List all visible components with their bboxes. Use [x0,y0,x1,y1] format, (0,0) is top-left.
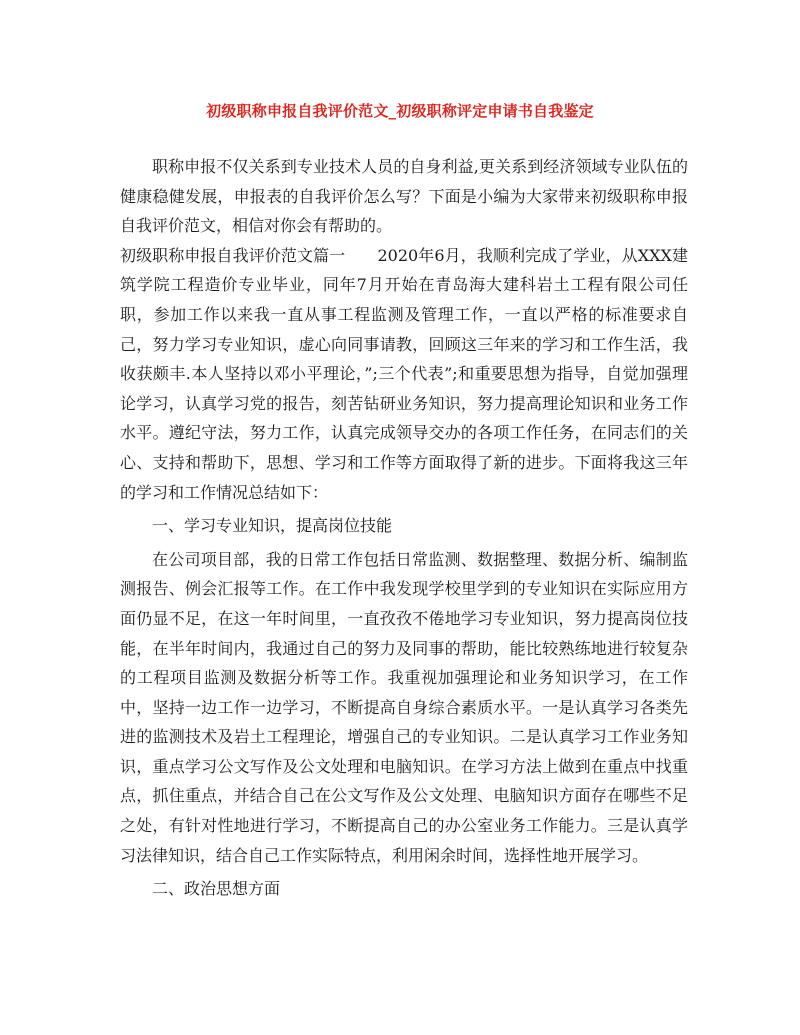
document-body [120,152,688,908]
section-1-heading: 一、学习专业知识，提高岗位技能 [152,516,393,536]
intro-paragraph: 职称申报不仅关系到专业技术人员的自身利益,更关系到经济领域专业队伍的健康稳健发展，申报表的自我评价怎么写？下面是小编为大家带来初级职称申报自我评价范文，相信对你会有帮助的。 [120,157,688,236]
document-title: 初级职称申报自我评价范文_初级职称评定申请书自我鉴定 [206,102,594,120]
article-paragraph: 初级职称申报自我评价范文篇一 2020年6月，我顺利完成了学业，从XXX建筑学院工程造价专业毕业，同年7月开始在青岛海大建科岩土工程有限公司任职，参加工作以来我一直从事工程监测及管理工作，一直以严格的标准要求自己，努力学习专业知识，虚心向同事请教，回顾这三年来的学习和工作生活，我收获颇丰.本人坚持以邓小平理论，”;三个代表”;和重要思想为指导，自觉加强理论学习，认真学习党的报告，刻苦钻研业务知识，努力提高理论知识和业务工作水平。遵纪守法，努力工作，认真完成领导交办的各项工作任务，在同志们的关心、支持和帮助下，思想、学习和工作等方面取得了新的进步。下面将我这三年的学习和工作情况总结如下： [120,245,688,502]
section-2-heading: 二、政治思想方面 [152,879,281,899]
section-1-body: 在公司项目部，我的日常工作包括日常监测、数据整理、数据分析、编制监测报告、例会汇报等工作。在工作中我发现学校里学到的专业知识在实际应用方面仍显不足，在这一年时间里，一直孜孜不倦地学习专业知识，努力提高岗位技能，在半年时间内，我通过自己的努力及同事的帮助，能比较熟练地进行较复杂的工程项目监测及数据分析等工作。我重视加强理论和业务知识学习，在工作中，坚持一边工作一边学习，不断提高自身综合素质水平。一是认真学习各类先进的监测技术及岩土工程理论，增强自己的专业知识。二是认真学习工作业务知识，重点学习公文写作及公文处理和电脑知识。在学习方法上做到在重点中找重点，抓住重点，并结合自己在公文写作及公文处理、电脑知识方面存在哪些不足之处，有针对性地进行学习，不断提高自己的办公室业务工作能力。三是认真学习法律知识，结合自己工作实际特点，利用闲余时间，选择性地开展学习。 [120,549,688,865]
